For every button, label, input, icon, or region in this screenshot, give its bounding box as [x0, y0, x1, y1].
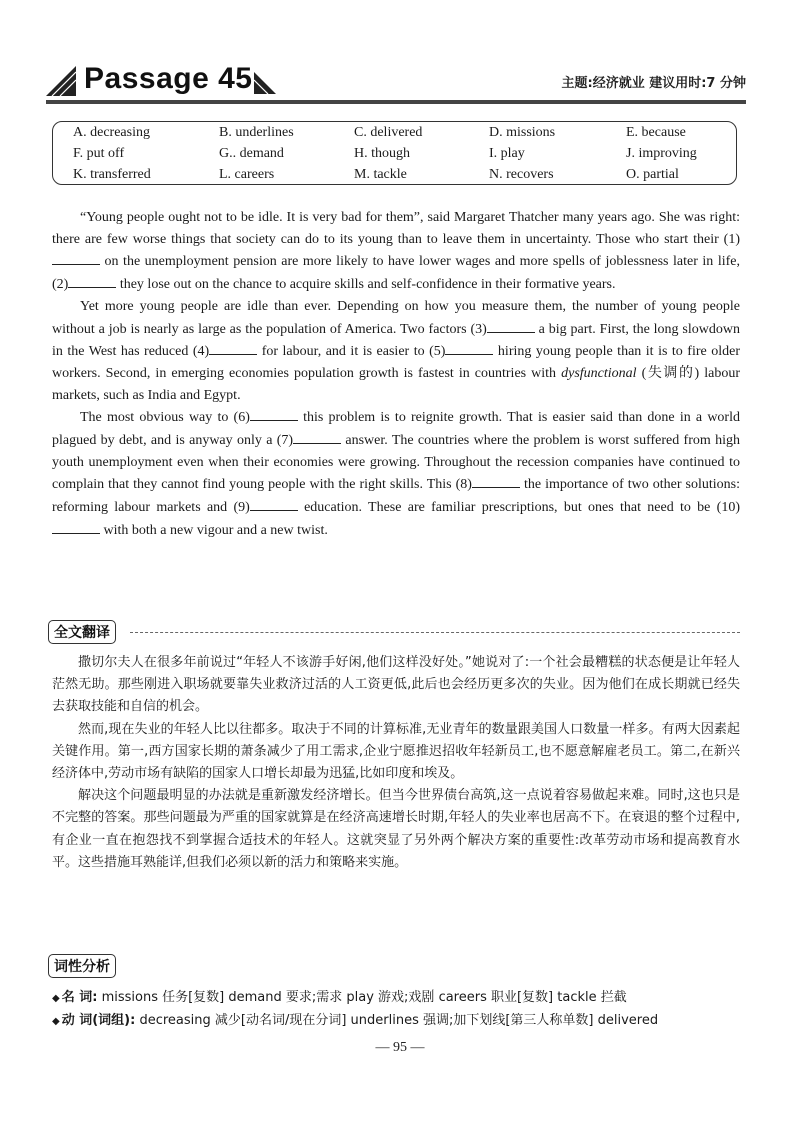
text-run: for labour, and it is easier to (5): [257, 344, 446, 360]
noun-label: 名 词:: [61, 990, 98, 1005]
header-rule: [46, 100, 746, 104]
text-run: education. These are familiar prescriptions, but ones that need to be (10): [297, 500, 740, 516]
text-run: (失调的) labour markets, such as India and Egypt.: [52, 365, 740, 403]
verb-label: 动 词(词组):: [61, 1013, 136, 1028]
analysis-text: [52, 987, 752, 1033]
verb-row: [52, 1010, 752, 1033]
word-bank: [52, 121, 737, 185]
translation-text: [52, 652, 740, 874]
page-number: — 95 —: [375, 1040, 425, 1055]
verb-list: decreasing 减少[动名词/现在分词] underlines 强调;加下划线[第三人称单数] delivered: [139, 1013, 659, 1028]
option-k: K. transferred: [73, 167, 151, 182]
option-h: H. though: [354, 146, 410, 161]
triangle-left-icon: [46, 66, 76, 96]
noun-list: missions 任务[复数] demand 要求;需求 play 游戏;戏剧 careers 职业[复数] tackle 拦截: [101, 990, 627, 1005]
section-divider: [130, 632, 740, 633]
noun-row: [52, 987, 752, 1010]
translation-paragraph-3: 解决这个问题最明显的办法就是重新激发经济增长。但当今世界债台高筑,这一点说着容易做起来难。同时,这也只是不完整的答案。那些问题最为严重的国家就算是在经济高速增长时期,年轻人的失业率也居高不下。在衰退的整个过程中,有企业一直在抱怨找不到掌握合适技术的年轻人。这就突显了另外两个解决方案的重要性:改革劳动市场和提高教育水平。这些措施耳熟能详,但我们必须以新的活力和策略来实施。: [52, 788, 740, 870]
text-run: they lose out on the chance to acquire skills and self-confidence in their formative years.: [116, 277, 616, 293]
option-n: N. recovers: [489, 167, 554, 182]
option-b: B. underlines: [219, 125, 294, 140]
option-m: M. tackle: [354, 167, 407, 182]
diamond-icon: ◆: [52, 993, 60, 1004]
text-run: with both a new vigour and a new twist.: [100, 522, 328, 538]
blank-2: [68, 273, 116, 288]
passage-paragraph-2: [52, 296, 740, 407]
passage-paragraph-3: [52, 406, 740, 541]
passage-title: Passage 45: [84, 62, 253, 95]
triangle-right-icon: [254, 72, 276, 94]
option-o: O. partial: [626, 167, 679, 182]
option-j: J. improving: [626, 146, 697, 161]
passage-text: [52, 207, 740, 542]
translation-paragraph-1: 撒切尔夫人在很多年前说过“年轻人不该游手好闲,他们这样没好处。”她说对了:一个社会最糟糕的状态便是让年轻人茫然无助。那些刚进入职场就要靠失业救济过活的人工资更低,此后也会经历更多次的失业。因为他们在成长期就已经失去获取技能和自信的机会。: [52, 655, 740, 715]
analysis-label: 词性分析: [48, 954, 116, 978]
text-run: The most obvious way to (6): [80, 410, 250, 426]
text-run: on the unemployment pension are more likely to have lower wages and more spells of joblessness later in life, (2): [52, 254, 740, 293]
topic-meta: 主题:经济就业 建议用时:7 分钟: [561, 76, 746, 91]
option-a: A. decreasing: [73, 125, 150, 140]
translation-label: 全文翻译: [48, 620, 116, 644]
text-run: Yet more young people are idle than ever. Depending on how you measure them, the number of young people without a job is nearly as large as the population of America. Two factors (3): [52, 298, 740, 337]
option-g: G.. demand: [219, 146, 284, 161]
option-l: L. careers: [219, 167, 275, 182]
text-run: hiring young people than it is to fire older workers. Second, in emerging economies population growth is fastest in countries with: [52, 344, 740, 381]
option-e: E. because: [626, 125, 686, 140]
blank-6: [250, 406, 298, 421]
blank-4: [209, 340, 257, 355]
text-run: “Young people ought not to be idle. It is very bad for them”, said Margaret Thatcher many years ago. She was right: there are few worse things that society can do to its young than to leave them in uncertainty. Those who start their (1): [52, 210, 740, 247]
option-d: D. missions: [489, 125, 556, 140]
passage-header: [46, 60, 746, 104]
blank-7: [293, 429, 341, 444]
text-run: this problem is to reignite growth. That is easier said than done in a world plagued by debt, and is anyway only a (7): [52, 410, 740, 449]
passage-paragraph-1: [52, 207, 740, 296]
blank-3: [487, 318, 535, 333]
option-i: I. play: [489, 146, 525, 161]
blank-5: [445, 340, 493, 355]
blank-1: [52, 250, 100, 265]
option-f: F. put off: [73, 146, 125, 161]
blank-8: [472, 473, 520, 488]
translation-paragraph-2: 然而,现在失业的年轻人比以往都多。取决于不同的计算标准,无业青年的数量跟美国人口数量一样多。有两大因素起关键作用。第一,西方国家长期的萧条减少了用工需求,企业宁愿推迟招收年轻新员工,也不愿意解雇老员工。第二,在新兴经济体中,劳动市场有缺陷的国家人口增长却最为迅猛,比如印度和埃及。: [52, 721, 740, 782]
italic-term: dysfunctional: [561, 365, 637, 381]
blank-10: [52, 519, 100, 534]
diamond-icon: ◆: [52, 1016, 60, 1027]
text-run: the importance of two other solutions: reforming labour markets and (9): [52, 477, 740, 516]
text-run: a big part. First, the long slowdown in the West has reduced (4): [52, 321, 740, 360]
text-run: answer. The countries where the problem is worst suffered from high youth unemployment even when their economies were growing. Throughout the recession companies have continued to complain that they cannot find young people with the right skills. This (8): [52, 433, 740, 493]
option-c: C. delivered: [354, 125, 423, 140]
blank-9: [250, 496, 298, 511]
